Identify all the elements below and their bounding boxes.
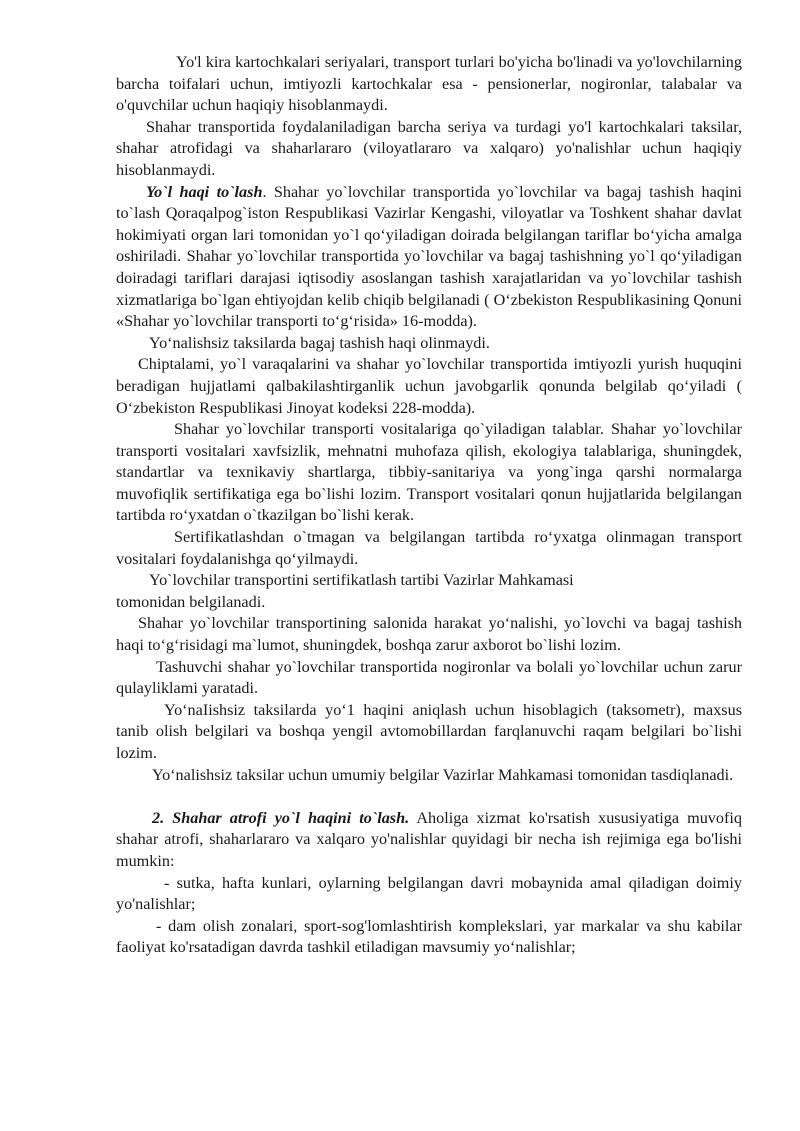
paragraph-certification-order bbox=[116, 570, 742, 613]
paragraph-taxi-signs: Yo‘nalishsiz taksilar uchun umumiy belgilar Vazirlar Mahkamasi tomonidan tasdiqlanadi. bbox=[152, 765, 734, 784]
section-heading-suburban-fare: 2. Shahar atrofi yo`l haqini to`lash. bbox=[152, 808, 410, 827]
list-item-seasonal-routes: - dam olish zonalari, sport-sog'lomlashtirish komplekslari, yar markalar va shu kabilar faoliyat ko'rsatadigan davrda tashkil etiladigan mavsumiy yo‘nalishlar; bbox=[116, 916, 742, 957]
certification-line-1: Yo`lovchilar transportini sertifikatlash tartibi Vazirlar Mahkamasi bbox=[149, 571, 574, 590]
paragraph-fare-payment-text: . Shahar yo`lovchilar transportida yo`lovchilar va bagaj tashish haqini to`lash Qoraqalpog`iston Respublikasi Vazirlar Kengashi, viloyatlar va Toshkent shahar davlat hokimiyati organ lari tomonidan yo`l qo‘yiladigan doirada belgilangan tariflar bo‘yicha amalga oshiriladi. Shahar yo`lovchilar transportida yo`lovchilar va bagaj tashishning yo`l qo‘yiladigan doiradagi tariflari darajasi iqtisodiy asoslangan tashish xarajatlaridan va yo`lovchilar tashish xizmatlariga bo`lgan ehtiyojdan kelib chiqib belgilanadi ( O‘zbekiston Respublikasining Qonuni «Shahar yo`lovchilar transporti to‘g‘risida» 16-modda). bbox=[116, 182, 742, 331]
paragraph-salon-information: Shahar yo`lovchilar transportining salonida harakat yo‘nalishi, yo`lovchi va bagaj tashish haqi to‘g‘risidagi ma`lumot, shuningdek, boshqa zarur axborot bo`lishi lozim. bbox=[116, 614, 742, 655]
paragraph-spacer bbox=[116, 786, 742, 808]
paragraph-baggage-fee: Yo‘nalishsiz taksilarda bagaj tashish haqi olinmaydi. bbox=[149, 333, 490, 352]
paragraph-card-validity: Shahar transportida foydalaniladigan barcha seriya va turdagi yo'l kartochkalari taksilar, shahar atrofidagi va shaharlararo (viloyatlararo va xalqaro) yo'nalishlar uchun haqiqiy hisoblanmaydi. bbox=[116, 117, 742, 179]
paragraph-fare-payment bbox=[116, 182, 742, 333]
document-page bbox=[116, 52, 742, 959]
paragraph-suburban-fare-text: Aholiga xizmat ko'rsatish xususiyatiga muvofiq shahar atrofi, shaharlararo va xalqaro yo'nalishlar quyidagi bir necha ish rejimiga ega bo'lishi mumkin: bbox=[116, 808, 742, 870]
section-heading-fare-payment: Yo`l haqi to`lash bbox=[146, 182, 263, 201]
paragraph-ticket-liability: Chiptalami, yo`l varaqalarini va shahar yo`lovchilar transportida imtiyozli yurish huquqini beradigan hujjatlami qalbakilashtirganlik uchun javobgarlik qonunda belgilab qo‘yiladi ( O‘zbekiston Respublikasi Jinoyat kodeksi 228-modda). bbox=[116, 355, 742, 417]
paragraph-suburban-fare bbox=[116, 808, 742, 873]
paragraph-travel-card-series: Yo'l kira kartochkalari seriyalari, transport turlari bo'yicha bo'linadi va yo'lovchilarning barcha toifalari uchun, imtiyozli kartochkalar esa - pensionerlar, nogironlar, talabalar va o'quvchilar uchun haqiqiy hisoblanmaydi. bbox=[116, 53, 742, 115]
paragraph-taximeter: Yo‘naIishsiz taksilarda yo‘1 haqini aniqlash uchun hisoblagich (taksometr), maxsus tanib olish belgilari va boshqa yengil avtomobillardan farqlanuvchi raqam belgilari bo`lishi lozim. bbox=[116, 700, 742, 762]
paragraph-vehicle-requirements: Shahar yo`lovchilar transporti vositalariga qo`yiladigan talablar. Shahar yo`lovchilar transporti vositalari xavfsizlik, mehnatni muhofaza qilish, ekologiya talablariga, shuningdek, standartlar va texnikaviy shartlarga, tibbiy-sanitariya va yong`inga qarshi normalarga muvofiqlik sertifikatiga ega bo`lishi lozim. Transport vositalari qonun hujjatlarida belgilangan tartibda ro‘yxatdan o`tkazilgan bo`lishi kerak. bbox=[116, 420, 742, 525]
paragraph-disabled-passengers: Tashuvchi shahar yo`lovchilar transportida nogironlar va bolali yo`lovchilar uchun zarur qulayliklami yaratadi. bbox=[116, 657, 742, 698]
list-item-permanent-routes: - sutka, hafta kunlari, oylarning belgilangan davri mobaynida amal qiladigan doimiy yo'nalishlar; bbox=[116, 873, 742, 914]
certification-line-2: tomonidan belgilanadi. bbox=[116, 592, 266, 611]
paragraph-uncertified-vehicles: Sertifikatlashdan o`tmagan va belgilangan tartibda ro‘yxatga olinmagan transport vositalari foydalanishga qo‘yilmaydi. bbox=[116, 528, 742, 568]
